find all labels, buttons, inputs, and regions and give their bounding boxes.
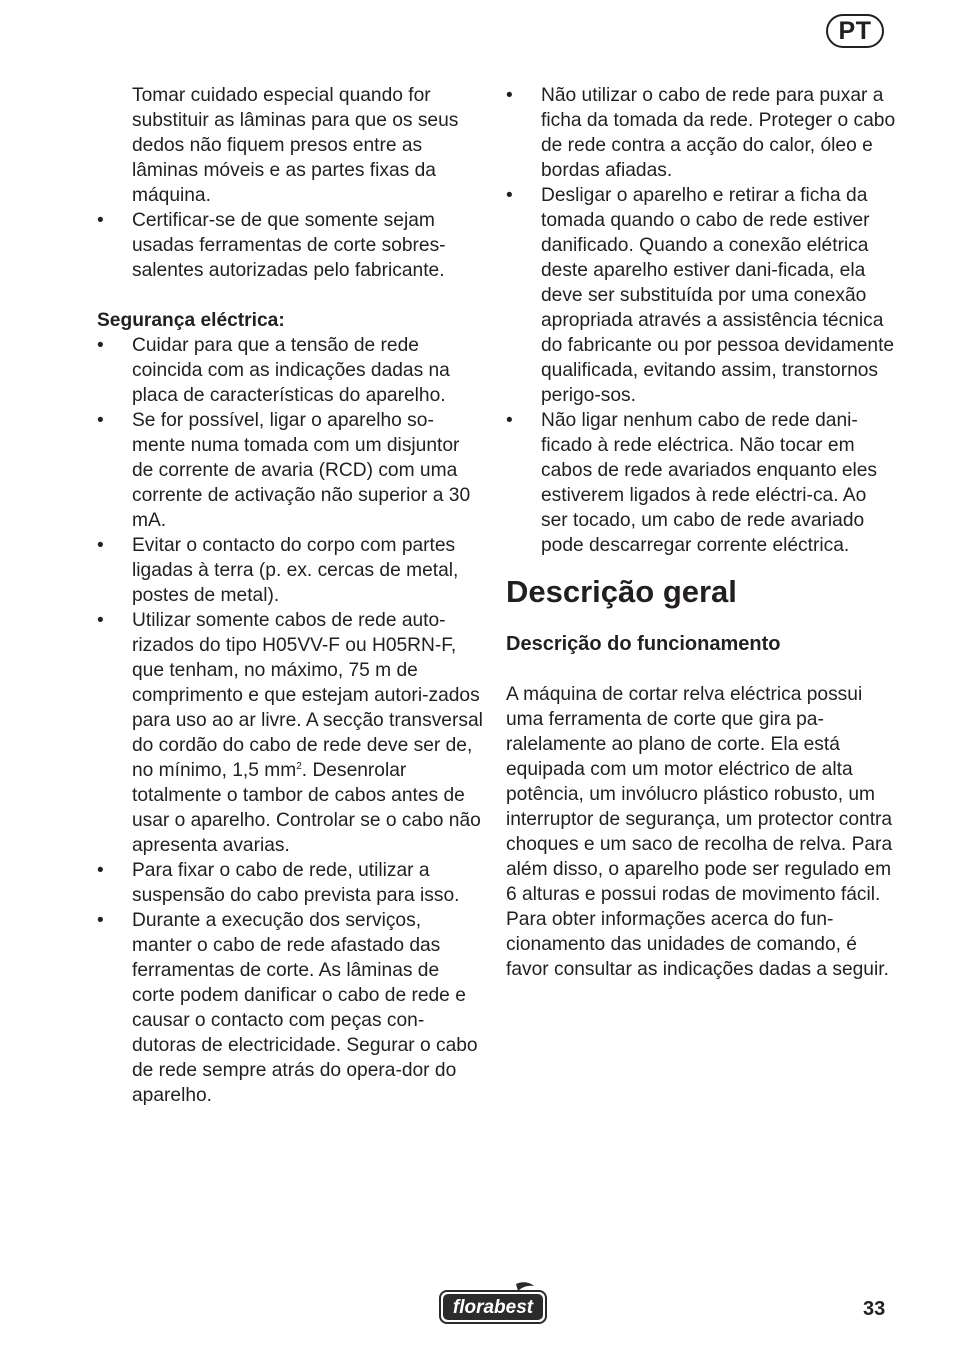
- cable-text-a: Utilizar somente cabos de rede auto-rizados do tipo H05VV-F ou H05RN-F, que tenham, no máximo, 75 m de comprimento e que estejam autori-zados para uso ao ar livre. A secção transversal do cordão do cabo de rede deve ser de, no mínimo, 1,5 mm: [132, 610, 483, 781]
- description-paragraph: A máquina de cortar relva eléctrica possui uma ferramenta de corte que gira pa-ralelamente ao plano de corte. Ela está equipada com um motor eléctrico de alta potência, um invólucro plástico robusto, um interruptor de segurança, um protector contra choques e um saco de recolha de relva. Para além disso, o aparelho pode ser regulado em 6 alturas e possui rodas de movimento fácil.: [506, 684, 893, 905]
- cable-text-b: . Desenrolar totalmente o tambor de cabos antes de usar o aparelho. Controlar se o cabo não apresenta avarias.: [132, 760, 481, 856]
- superscript: 2: [296, 761, 302, 772]
- list-item: • Durante a execução dos serviços, manter o cabo de rede afastado das ferramentas de corte. As lâminas de corte podem danificar o cabo de rede e causar o contacto com peças con-dutoras de electricidade. Segurar o cabo de rede sempre atrás do opera-dor do aparelho.: [97, 908, 485, 1108]
- language-badge: PT: [826, 14, 884, 48]
- list-item: • Certificar-se de que somente sejam usadas ferramentas de corte sobres-salentes autorizadas pelo fabricante.: [97, 208, 485, 283]
- logo-text: florabest: [452, 1297, 534, 1318]
- list-item: • Cuidar para que a tensão de rede coincida com as indicações dadas na placa de características do aparelho.: [97, 333, 485, 408]
- electrical-safety-heading: Segurança eléctrica:: [97, 310, 285, 331]
- section-subtitle: Descrição do funcionamento: [506, 633, 781, 655]
- right-column: [506, 83, 896, 982]
- list-item: • Não ligar nenhum cabo de rede dani-ficado à rede eléctrica. Não tocar em cabos de rede avariados enquanto eles estiverem ligados à rede eléctri-ca. Ao ser tocado, um cabo de rede avariado pode descarregar corrente eléctrica.: [506, 408, 896, 558]
- electrical-safety-list: [97, 333, 485, 1108]
- list-item: [97, 608, 485, 858]
- section-title: Descrição geral: [506, 574, 737, 609]
- list-item: • Para fixar o cabo de rede, utilizar a suspensão do cabo prevista para isso.: [97, 858, 485, 908]
- description-paragraph-2: Para obter informações acerca do fun-cionamento das unidades de comando, é favor consultar as indicações dadas a seguir.: [506, 909, 889, 980]
- florabest-logo: [438, 1281, 548, 1325]
- bullet-list-right: [506, 83, 896, 558]
- intro-paragraph: Tomar cuidado especial quando for substituir as lâminas para que os seus dedos não fiquem presos entre as lâminas móveis e as partes fixas da máquina.: [132, 85, 459, 206]
- list-item: • Desligar o aparelho e retirar a ficha da tomada quando o cabo de rede estiver danificado. Quando a conexão elétrica deste aparelho estiver dani-ficada, ela deve ser substituída por uma conexão apropriada através a assistência técnica do fabricante ou por pessoa devidamente qualificada, evitando assim, transtornos perigo-sos.: [506, 183, 896, 408]
- left-column: [97, 83, 485, 1108]
- list-item: • Não utilizar o cabo de rede para puxar a ficha da tomada da rede. Proteger o cabo de rede contra a acção do calor, óleo e bordas afiadas.: [506, 83, 896, 183]
- page-number: 33: [863, 1298, 886, 1320]
- list-item: • Evitar o contacto do corpo com partes ligadas à terra (p. ex. cercas de metal, postes de metal).: [97, 533, 485, 608]
- list-item: • Se for possível, ligar o aparelho so-mente numa tomada com um disjuntor de corrente de avaria (RCD) com uma corrente de activação não superior a 30 mA.: [97, 408, 485, 533]
- bullet-list-top: [97, 208, 485, 283]
